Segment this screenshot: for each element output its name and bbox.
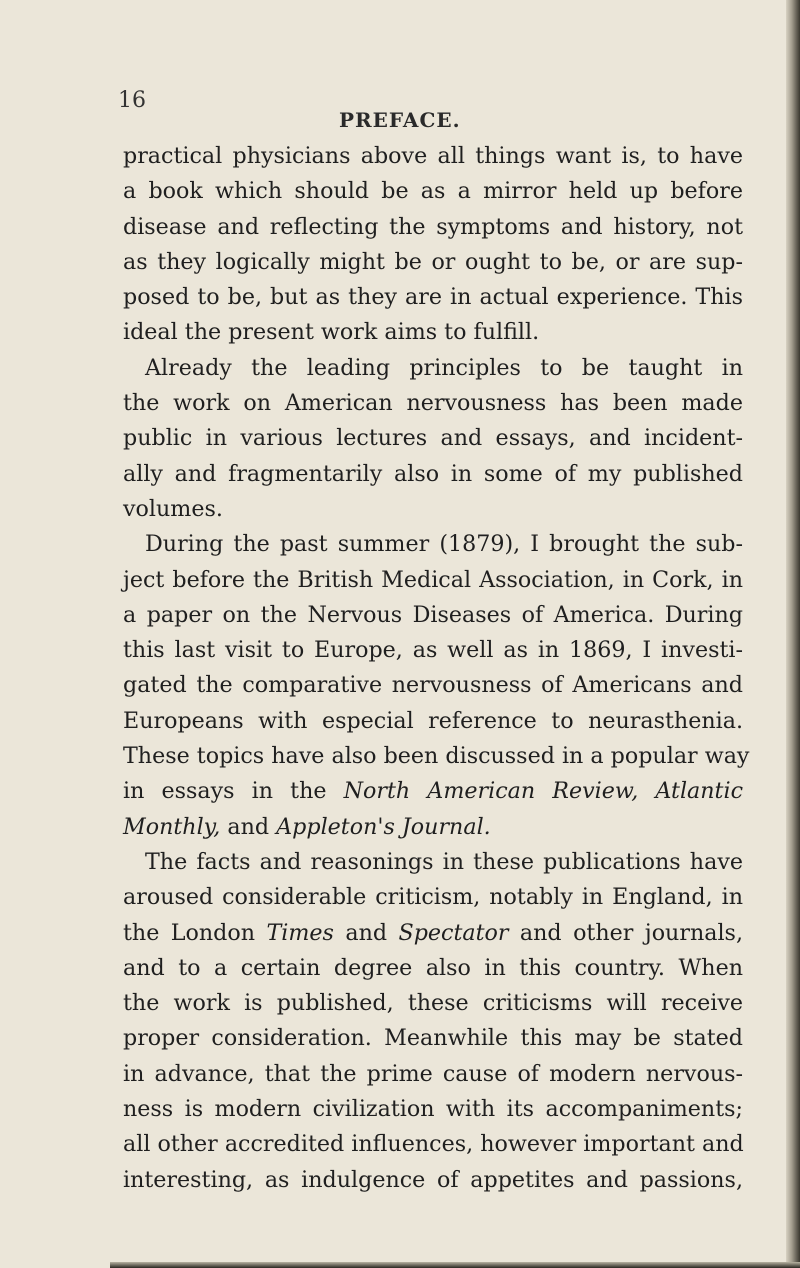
body-text <box>123 139 750 1198</box>
text-line: proper consideration. Meanwhile this may be stated <box>123 1025 743 1052</box>
text-line: this last visit to Europe, as well as in 1869, I investi- <box>123 637 743 664</box>
text-run: in essays in the <box>123 778 344 805</box>
text-run: and <box>220 813 277 840</box>
text-run <box>638 778 655 804</box>
text-line: and to a certain degree also in this country. When <box>123 954 743 981</box>
text-line: ally and fragmentarily also in some of my published <box>123 460 743 487</box>
text-line <box>123 916 743 951</box>
text-line: Europeans with especial reference to neurasthenia. <box>123 707 743 734</box>
text-line: These topics have also been discussed in a popular way <box>123 743 750 770</box>
text-line <box>123 774 743 809</box>
italic-title: Spectator <box>398 919 509 946</box>
page-bottom-shadow <box>110 1262 800 1268</box>
text-line: the work on American nervousness has been made <box>123 390 743 417</box>
text-line: a book which should be as a mirror held up before <box>123 178 743 205</box>
page-edge-shadow <box>786 0 800 1268</box>
text-line: posed to be, but as they are in actual experience. This <box>123 284 743 311</box>
text-line: all other accredited influences, however important and <box>123 1131 744 1158</box>
italic-title: Atlantic <box>655 778 743 805</box>
text-line: the work is published, these criticisms will receive <box>123 990 743 1017</box>
text-line: During the past summer (1879), I brought the sub- <box>145 531 743 558</box>
text-line: ject before the British Medical Association, in Cork, in <box>123 566 743 593</box>
text-line: gated the comparative nervousness of Americans and <box>123 672 743 699</box>
text-line: ness is modern civilization with its accompaniments; <box>123 1096 743 1123</box>
page-number: 16 <box>118 88 146 113</box>
text-line: practical physicians above all things want is, to have <box>123 143 743 169</box>
text-run: and <box>333 919 399 946</box>
text-line: Already the leading principles to be taught in <box>145 354 743 381</box>
italic-title: North American Review, <box>343 778 639 805</box>
text-line: The facts and reasonings in these publications have <box>145 848 743 875</box>
text-line: as they logically might be or ought to be, or are sup- <box>123 248 743 275</box>
italic-title: Appleton's Journal. <box>276 813 491 840</box>
text-line: aroused considerable criticism, notably in England, in <box>123 884 743 911</box>
text-run: and other journals, <box>508 919 743 946</box>
running-head: PREFACE. <box>339 108 461 132</box>
text-line: a paper on the Nervous Diseases of America. During <box>123 601 743 628</box>
italic-title: Monthly, <box>123 813 221 840</box>
text-line: in advance, that the prime cause of modern nervous- <box>123 1060 743 1087</box>
italic-title: Times <box>266 919 334 946</box>
text-line: public in various lectures and essays, and incident- <box>123 425 743 452</box>
text-line: volumes. <box>123 495 223 522</box>
text-run: the London <box>123 919 267 946</box>
text-line: ideal the present work aims to fulfill. <box>123 319 540 346</box>
text-line: disease and reflecting the symptoms and history, not <box>123 213 743 240</box>
text-line <box>123 810 743 845</box>
text-line: interesting, as indulgence of appetites and passions, <box>123 1166 743 1193</box>
